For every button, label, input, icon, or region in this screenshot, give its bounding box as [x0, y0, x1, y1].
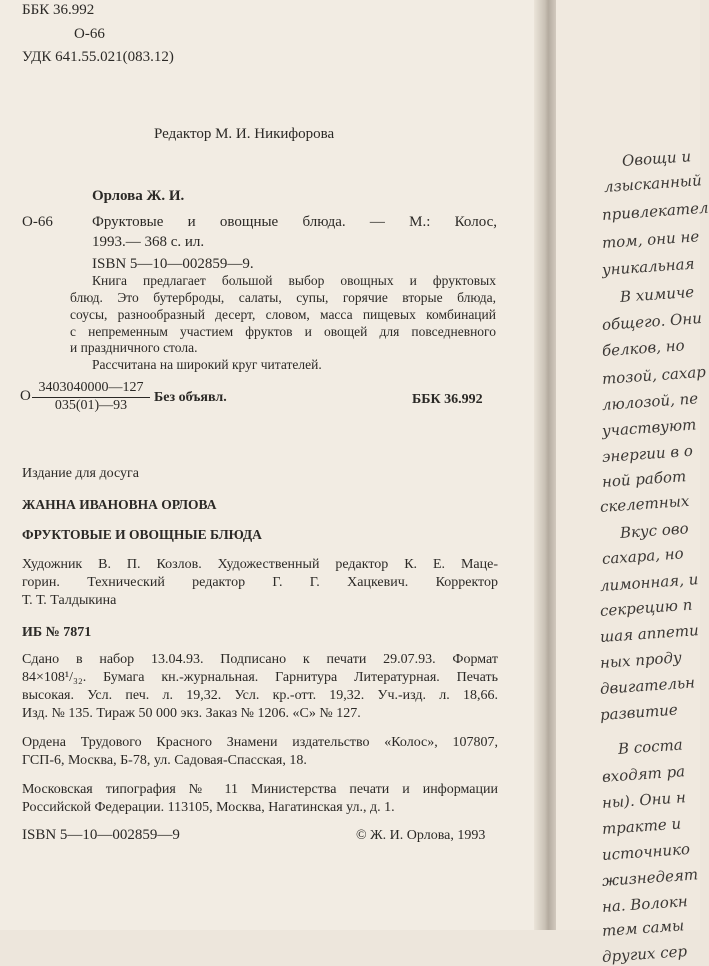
catalog-isbn: ISBN 5—10—002859—9.: [92, 256, 254, 272]
credits-line: Художник В. П. Козлов. Художественный редактор К. Е. Маце-: [22, 557, 498, 572]
index-note: Без объявл.: [154, 390, 227, 405]
annotation-line: с непременным участием фруктов и овощей для повседневного: [70, 324, 496, 339]
bbk-code: ББК 36.992: [22, 2, 95, 18]
index-denominator: 035(01)—93: [54, 398, 128, 413]
right-text-line: скелетных: [599, 491, 690, 516]
right-text-line: общего. Они: [601, 309, 703, 334]
imprint-title: ФРУКТОВЫЕ И ОВОЩНЫЕ БЛЮДА: [22, 527, 262, 542]
edition-type: Издание для досуга: [22, 466, 139, 481]
right-text-line: Вкус ово: [619, 519, 690, 542]
catalog-code-left: О-66: [22, 214, 53, 230]
catalog-author: Орлова Ж. И.: [92, 188, 185, 204]
editor-line: Редактор М. И. Никифорова: [154, 126, 335, 142]
index-numerator: 3403040000—127: [38, 380, 144, 395]
right-text-line: Овощи и: [621, 147, 692, 170]
publisher-line: Ордена Трудового Красного Знамени издательство «Колос», 107807,: [22, 735, 498, 750]
right-text-line: источнико: [601, 839, 691, 864]
annotation-line: и праздничного стола.: [70, 340, 198, 355]
printer-line: Московская типография № 11 Министерства печати и информации: [22, 782, 498, 797]
right-text-line: сахара, но: [601, 544, 685, 568]
book-gutter: [534, 0, 558, 930]
credits-line: горин. Технический редактор Г. Г. Хацкевич. Корректор: [22, 575, 498, 590]
right-text-line: жизнедеят: [601, 865, 699, 890]
index-prefix: О: [20, 388, 31, 404]
right-text-line: участвуют: [601, 415, 697, 440]
print-info-line: Сдано в набор 13.04.93. Подписано к печати 29.07.93. Формат: [22, 652, 498, 667]
right-text-line: белков, но: [601, 336, 686, 360]
catalog-title-line: Фруктовые и овощные блюда. — М.: Колос,: [92, 214, 497, 230]
catalog-title-line: 1993.— 368 с. ил.: [92, 234, 205, 250]
right-text-line: на. Волокн: [601, 892, 689, 916]
right-text-line: уникальная: [601, 254, 696, 279]
udk-code: УДК 641.55.021(083.12): [22, 49, 174, 65]
right-text-line: входят ра: [601, 762, 686, 786]
publisher-line: ГСП-6, Москва, Б-78, ул. Садовая-Спасская, 18.: [22, 753, 307, 768]
right-text-line: развитие: [599, 700, 679, 724]
imprint-isbn: ISBN 5—10—002859—9: [22, 827, 180, 843]
annotation-line: блюд. Это бутерброды, салаты, супы, горячие вторые блюда,: [70, 290, 496, 305]
catalog-code: О-66: [74, 26, 105, 42]
ib-number: ИБ № 7871: [22, 625, 92, 640]
right-text-line: В химиче: [619, 282, 695, 306]
right-text-line: том, они не: [601, 227, 700, 252]
print-info-line: 84×108¹/₃₂. Бумага кн.-журнальная. Гарнитура Литературная. Печать: [22, 670, 498, 685]
right-text-line: шая аппети: [599, 621, 700, 646]
right-text-line: В соста: [617, 735, 684, 758]
right-text-line: привлекател: [601, 198, 709, 224]
right-text-line: тракте и: [601, 814, 682, 838]
right-text-line: люлозой, пе: [601, 389, 699, 414]
print-info-line: Изд. № 135. Тираж 50 000 экз. Заказ № 1206. «С» № 127.: [22, 706, 361, 721]
printer-line: Российской Федерации. 113105, Москва, Нагатинская ул., д. 1.: [22, 800, 395, 815]
credits-line: Т. Т. Талдыкина: [22, 593, 117, 608]
right-text-line: лимонная, и: [599, 570, 699, 595]
catalog-audience: Рассчитана на широкий круг читателей.: [92, 357, 322, 372]
right-page: [556, 0, 709, 966]
right-text-line: других сер: [601, 942, 688, 966]
right-text-line: тозой, сахар: [601, 362, 707, 388]
right-text-line: ны). Они н: [601, 788, 687, 812]
right-text-line: лзысканный: [603, 171, 703, 196]
right-text-line: тем самы: [601, 916, 685, 940]
index-fraction: [32, 380, 150, 414]
right-text-line: секрецию п: [599, 595, 693, 620]
imprint-author: ЖАННА ИВАНОВНА ОРЛОВА: [22, 497, 217, 512]
annotation-line: соусы, разнообразный десерт, словом, масса пищевых комбинаций: [70, 307, 496, 322]
right-text-line: энергии в о: [601, 441, 694, 466]
right-text-line: ных проду: [599, 648, 683, 672]
print-info-line: высокая. Усл. печ. л. 19,32. Усл. кр.-отт. 19,32. Уч.-изд. л. 18,66.: [22, 688, 498, 703]
right-text-line: двигательн: [599, 673, 696, 698]
catalog-bbk: ББК 36.992: [412, 392, 483, 407]
copyright: © Ж. И. Орлова, 1993: [356, 828, 486, 843]
annotation-line: Книга предлагает большой выбор овощных и фруктовых: [92, 273, 496, 288]
right-text-line: ной работ: [601, 467, 687, 491]
